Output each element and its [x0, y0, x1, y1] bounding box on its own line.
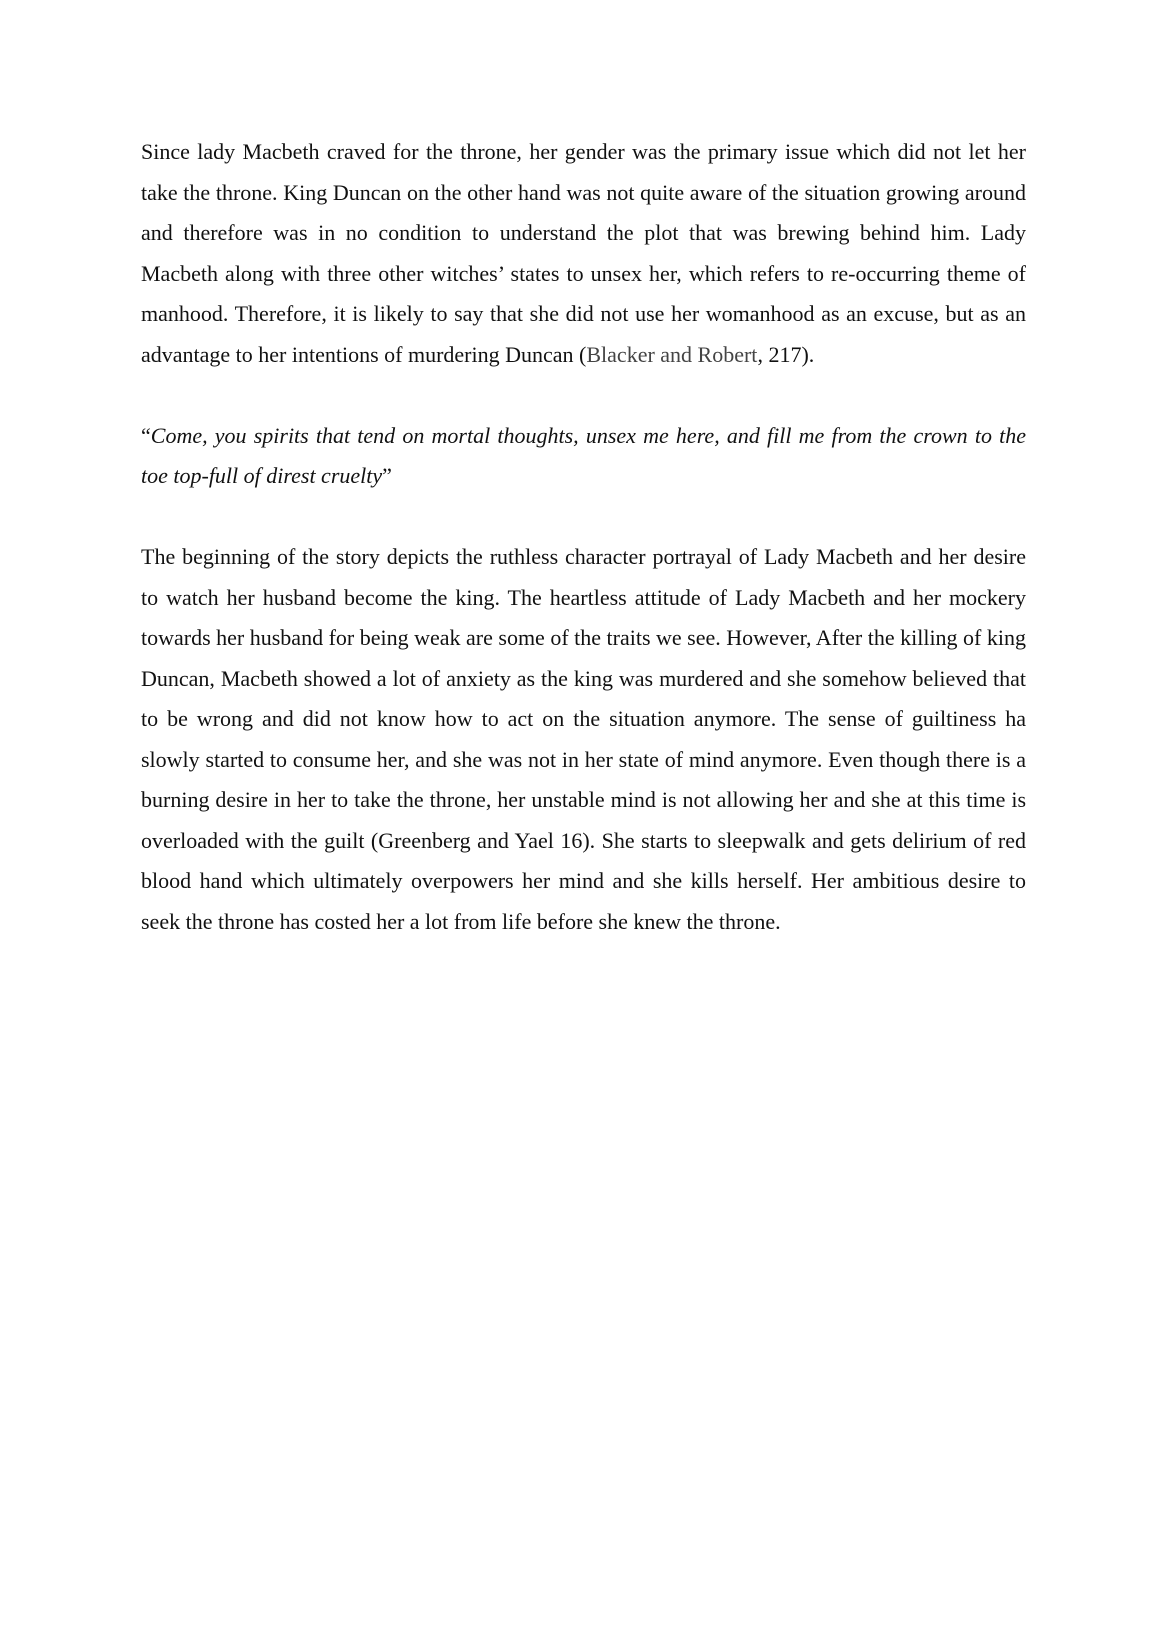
- paragraph-1: [141, 132, 1026, 375]
- block-quote: [141, 416, 1026, 497]
- paragraph-1-text: Since lady Macbeth craved for the throne, her gender was the primary issue which did not let her take the throne. King Duncan on the other hand was not quite aware of the situation growing around and therefore was in no condition to understand the plot that was brewing behind him. Lady Macbeth along with three other witches’ states to unsex her, which refers to re-occurring theme of manhood. Therefore, it is likely to say that she did not use her womanhood as an excuse, but as an advantage to her intentions of murdering Duncan: [141, 139, 1026, 367]
- quote-close-mark: ”: [382, 463, 392, 488]
- quote-text: Come, you spirits that tend on mortal thoughts, unsex me here, and fill me from the crown to the toe top-full of direst cruelty: [141, 422, 1026, 488]
- paragraph-2: The beginning of the story depicts the ruthless character portrayal of Lady Macbeth and her desire to watch her husband become the king. The heartless attitude of Lady Macbeth and her mockery towards her husband for being weak are some of the traits we see. However, After the killing of king Duncan, Macbeth showed a lot of anxiety as the king was murdered and she somehow believed that to be wrong and did not know how to act on the situation anymore. The sense of guiltiness ha slowly started to consume her, and she was not in her state of mind anymore. Even though there is a burning desire in her to take the throne, her unstable mind is not allowing her and she at this time is overloaded with the guilt (Greenberg and Yael 16). She starts to sleepwalk and gets delirium of red blood hand which ultimately overpowers her mind and she kills herself. Her ambitious desire to seek the throne has costed her a lot from life before she knew the throne.: [141, 544, 1026, 934]
- citation-open-paren: (: [579, 341, 587, 367]
- quote-open-mark: “: [141, 422, 151, 448]
- document-page: [141, 132, 1026, 942]
- citation-page: , 217).: [757, 341, 815, 367]
- citation-authors: Blacker and Robert: [586, 341, 758, 367]
